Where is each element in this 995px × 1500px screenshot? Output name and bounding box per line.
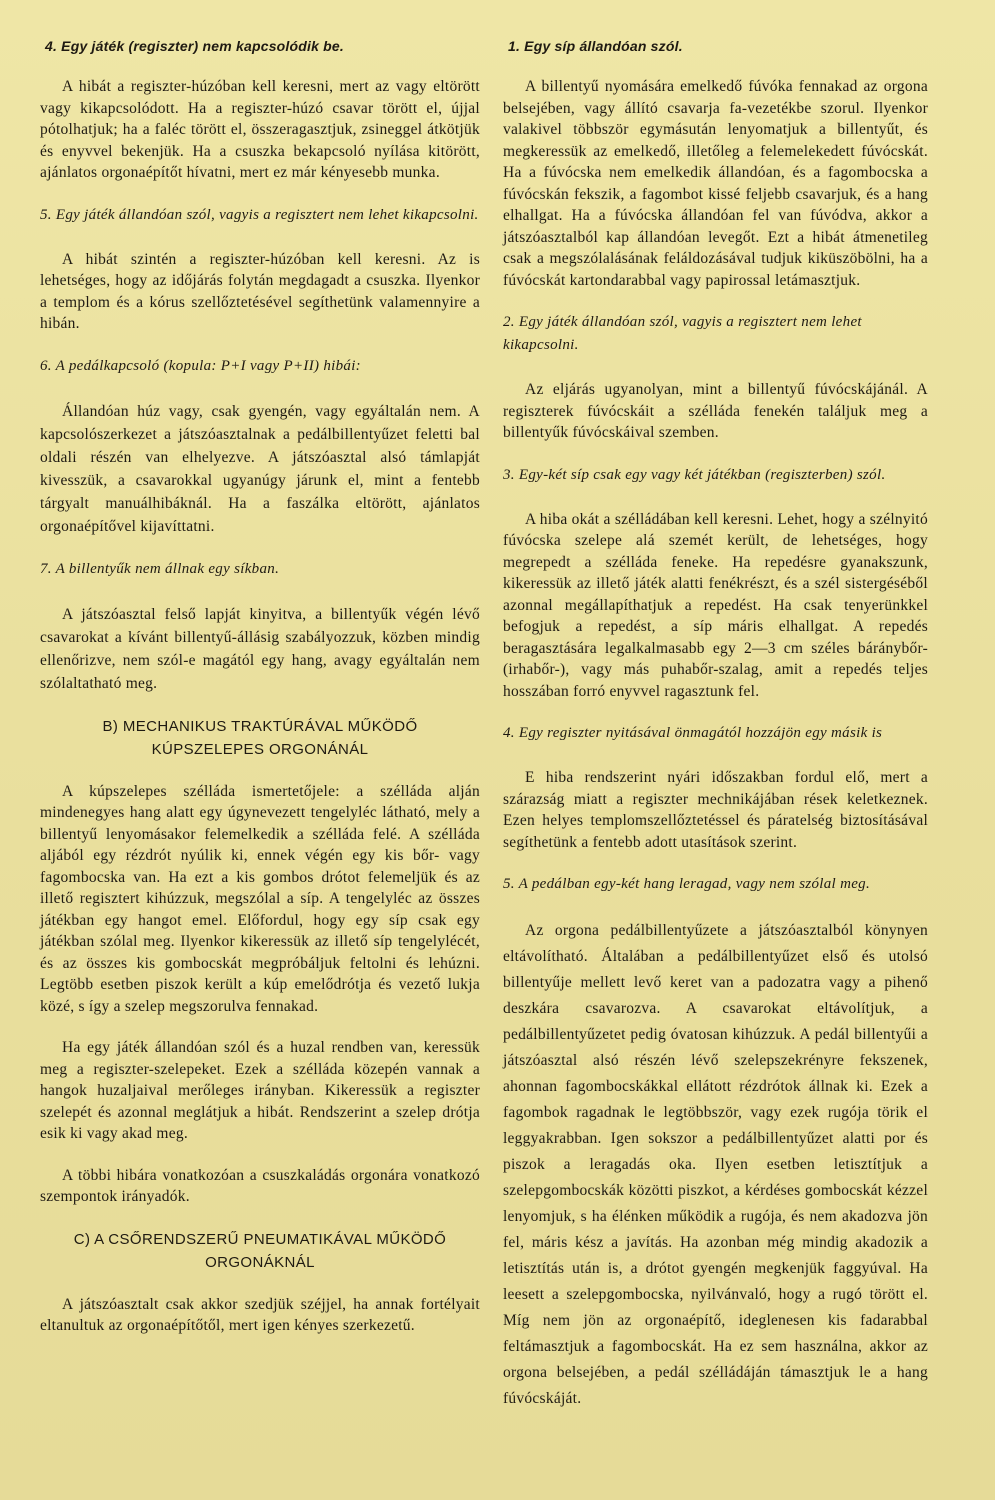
section-heading: 1. Egy síp állandóan szól. xyxy=(508,38,683,54)
chapter-heading-line: ORGONÁKNÁL xyxy=(205,1253,315,1271)
chapter-heading-line: B) MECHANIKUS TRAKTÚRÁVAL MŰKÖDŐ xyxy=(102,717,418,735)
paragraph: A hiba okát a szélládában kell keresni. Lehet, hogy a szélnyitó fúvócska szelepe alá szemét került, de lehetséges, hogy megrepedt a szélláda feneke. Ha repedésre gyanakszunk, kikeressük az illető játék alatti fenékrészt, és a szél sistergéséből azonnal megállapíthatjuk a repedést. Ha csak tenyerünkkel befogjuk a repedést, a síp máris elhallgat. A repedés beragasztására legalkalmasabb egy 2—3 cm széles báránybőr- (irhabőr-), vagy más puhabőr-szalag, amit a repedés teljes hosszában forró enyvvel ragasztunk fel. xyxy=(503,510,928,700)
paragraph: A játszóasztalt csak akkor szedjük széjjel, ha annak fortélyait eltanultuk az orgonaépítőtől, mert igen kényes szerkezetű. xyxy=(40,1295,480,1334)
paragraph: A kúpszelepes szélláda ismertetőjele: a szélláda alján mindenegyes hang alatt egy úgynevezett tengelyléc látható, mely a billentyű lenyomásakor felemelkedik a szélláda felé. A szélláda aljából egy rézdrót nyúlik ki, ennek végén egy kis bőr- vagy fagombocska van. Ha ezt a kis gombos drótot felemeljük és az illető regisztert kihúzzuk, megszólal a síp. A tengelyléc az összes játékban egy hangot emel. Előfordul, hogy egy síp csak egy játékban szólal meg. Ilyenkor kikeressük az illető síp tengelylécét, és az összes kis gombocskát megpróbáljuk feltolni és lehúzni. Legtöbb esetben piszok került a kúp emelődrótja és vezető lukja közé, s így a szelep megszorulva fennakad. xyxy=(40,782,480,1015)
section-heading: 5. Egy játék állandóan szól, vagyis a regisztert nem lehet kikapcsolni. xyxy=(40,206,479,223)
paragraph: Állandóan húz vagy, csak gyengén, vagy egyáltalán nem. A kapcsolószerkezet a játszóasztalnak a pedálbillentyűzet feletti bal oldali részén van elhelyezve. A játszóasztal alsó támlapját kivesszük, a csavarokkal ugyanúgy járunk el, mint a fentebb tárgyalt manuálhibáknál. Ha a faszálka eltörött, ajánlatos orgonaépítővel kijavíttatni. xyxy=(40,402,480,535)
paragraph: Az eljárás ugyanolyan, mint a billentyű fúvócskájánál. A regiszterek fúvócskáit a szélláda fenekén találjuk meg a billentyűk fúvócskáival szemben. xyxy=(503,381,928,441)
chapter-heading xyxy=(40,1228,480,1274)
paragraph: Az orgona pedálbillentyűzete a játszóasztalból könynyen eltávolítható. Általában a pedálbillentyűzet első és utolsó billentyűje mellett levő keret van a padozatra vagy a pihenő deszkára csavarozva. A csavarokat eltávolítjuk, a pedálbillentyűzetet pedig óvatosan kihúzzuk. A pedál billentyűi a játszóasztal alsó részén lévő szelepszekrényre fekszenek, ahonnan fagombocskákkal ellátott rézdrótok állnak ki. Ezek a fagombok ragadnak le legtöbbször, vagy ezek rugója törik el leggyakrabban. Igen sokszor a pedálbillentyűzet alatti por és piszok a leragadás oka. Ilyen esetben letisztítjuk a szelepgombocskák közötti piszkot, a kérdéses gombocskát kézzel lenyomjuk, s ha élénken működik a rugója, és nem akadozva jön fel, máris kész a javítás. Ha azonban még mindig akadozik a letisztítás után is, a drótot gyengén megkenjük faggyúval. Ha leesett a szelepgombocska, nyilvánvaló, hogy a rugó törött el. Míg nem jön az orgonaépítő, ideglenesen kis fadarabbal feltámasztjuk a fagombocskát. Ha ez sem használna, akkor az orgona belsejében, a pedál szélládáján támasztjuk le a hang fúvócskáját. xyxy=(503,922,928,1407)
chapter-heading xyxy=(40,715,480,761)
paragraph: A hibát szintén a regiszter-húzóban kell keresni. Az is lehetséges, hogy az időjárás folytán megdagadt a csuszka. Ilyenkor a templom és a kórus szellőztetésével segíthetünk valamennyire a hibán. xyxy=(40,250,480,332)
paragraph: Ha egy játék állandóan szól és a huzal rendben van, keressük meg a regiszter-szelepeket. Ezek a szélláda közepén vannak a hangok huzaljaival merőleges irányban. Kikeressük a regiszter szelepét és azonnal meglátjuk a hibát. Rendszerint a szelep drótja esik ki vagy akad meg. xyxy=(40,1039,480,1142)
section-heading: 4. Egy játék (regiszter) nem kapcsolódik be. xyxy=(45,38,345,54)
paragraph: E hiba rendszerint nyári időszakban fordul elő, mert a szárazság miatt a regiszter mechnikájában rések keletkeznek. Ezen helyes templomszellőztetéssel és páratelség biztosításával segíthetünk a fentebb adott utasítások szerint. xyxy=(503,769,928,851)
section-heading: 7. A billentyűk nem állnak egy síkban. xyxy=(40,560,280,577)
paragraph: A többi hibára vonatkozóan a csuszkaládás orgonára vonatkozó szempontok irányadók. xyxy=(40,1166,480,1205)
section-heading: 3. Egy-két síp csak egy vagy két játékban (regiszterben) szól. xyxy=(503,466,886,483)
left-column xyxy=(40,30,480,1357)
section-heading: 5. A pedálban egy-két hang leragad, vagy nem szólal meg. xyxy=(503,876,871,892)
chapter-heading-line: KÚPSZELEPES ORGONÁNÁL xyxy=(151,740,369,758)
section-heading: 2. Egy játék állandóan szól, vagyis a regisztert nem lehet kikapcsolni. xyxy=(503,314,862,353)
paragraph: A hibát a regiszter-húzóban kell keresni, mert az vagy eltörött vagy kikapcsolódott. Ha a regiszter-húzó csavar törött el, újjal pótolhatjuk; ha a faléc törött el, összeragasztjuk, zsineggel átkötjük és enyvvel bekenjük. Ha a csuszka bekapcsoló nyílása kitörött, ajánlatos orgonaépítőt hívatni, mert ez már kényesebb munka. xyxy=(40,78,480,181)
chapter-heading-line: C) A CSŐRENDSZERŰ PNEUMATIKÁVAL MŰKÖDŐ xyxy=(73,1230,447,1248)
right-column xyxy=(503,30,928,1432)
paragraph: A játszóasztal felső lapját kinyitva, a billentyűk végén lévő csavarokat a kívánt billentyű-állásig szabályozzuk, közben mindig ellenőrizve, nem szól-e magától egy hang, avagy egyáltalán nem szólaltatható meg. xyxy=(40,605,480,692)
section-heading: 6. A pedálkapcsoló (kopula: P+I vagy P+II) hibái: xyxy=(40,357,361,374)
paragraph: A billentyű nyomására emelkedő fúvóka fennakad az orgona belsejében, vagy állító csavarja fa-vezetékbe szorul. Ilyenkor valakivel többször egymásután lenyomatjuk a billentyűt, és megkeressük az emelkedő, illetőleg a felemelekedett fúvócskát. Ha a fúvócska nem emelkedik állandóan, és a fagombocska a fúvócskán fekszik, a fagombot kissé feljebb csavarjuk, és a hang elhallgat. Ha a fúvócska állandóan fel van fúvódva, akkor a játszóasztalból kap állandóan levegőt. Ezt a hibát átmenetileg csak a megszólalásának feláldozásával tudjuk kiküszöbölni, ha a fúvócskát kartondarabbal vagy papirossal letámasztjuk. xyxy=(503,78,928,289)
section-heading: 4. Egy regiszter nyitásával önmagától hozzájön egy másik is xyxy=(503,725,883,741)
